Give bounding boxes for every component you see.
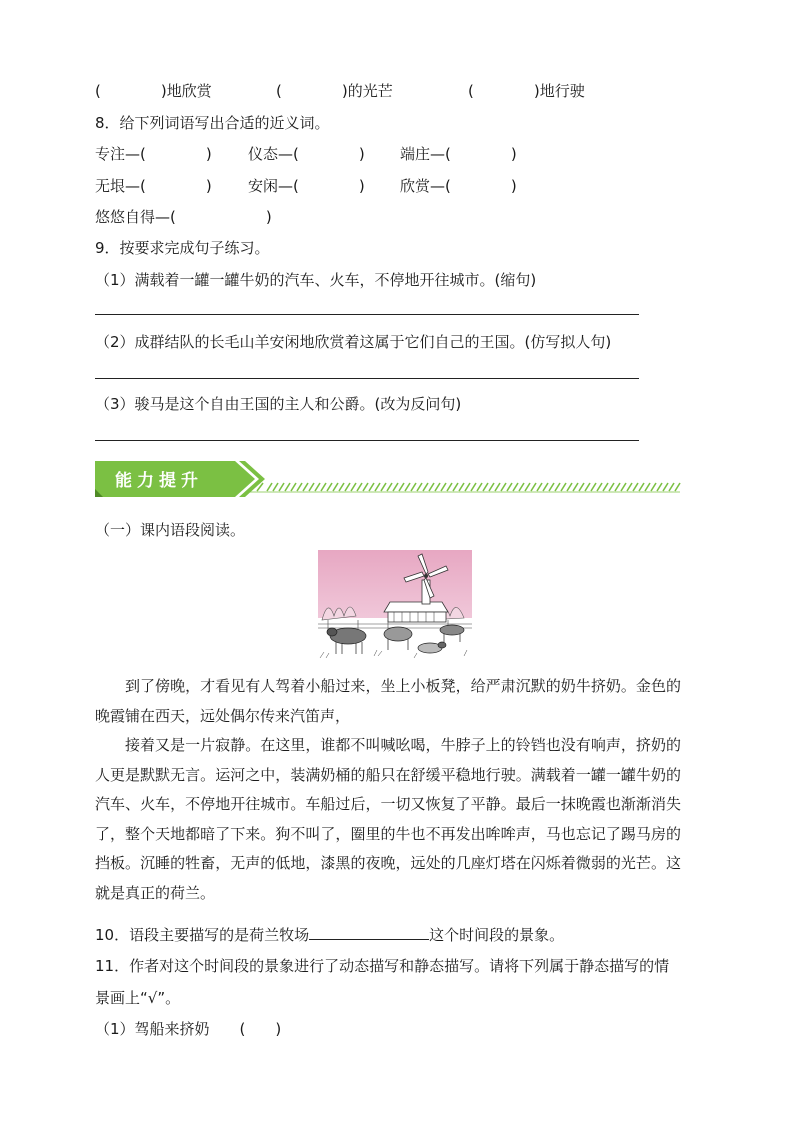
question-10-text: 10．语段主要描写的是荷兰牧场: [95, 926, 310, 944]
windmill-farm-illustration: [318, 550, 472, 662]
blank-item: ( )地欣赏: [95, 82, 212, 100]
answer-line[interactable]: [95, 378, 639, 379]
sentence-task-2: （2）成群结队的长毛山羊安闲地欣赏着这属于它们自己的王国。(仿写拟人句): [95, 333, 612, 351]
section-banner: [95, 459, 685, 499]
question-10-text-end: 这个时间段的景象。: [429, 926, 565, 944]
synonym-item: 仪态—( ): [248, 145, 365, 163]
synonym-item: 专注—( ): [95, 145, 212, 163]
passage-paragraph: 接着又是一片寂静。在这里，谁都不叫喊吆喝，牛脖子上的铃铛也没有响声，挤奶的人更是默默无言。运河之中，装满奶桶的船只在舒缓平稳地行驶。满载着一罐一罐牛奶的汽车、火车，不停地开往城市。车船过后，一切又恢复了平静。最后一抹晚霞也渐渐消失了，整个天地都暗了下来。狗不叫了，圈里的牛也不再发出哞哞声，马也忘记了踢马房的挡板。沉睡的牲畜，无声的低地，漆黑的夜晚，远处的几座灯塔在闪烁着微弱的光芒。这就是真正的荷兰。: [95, 736, 681, 902]
question-9-title: 9．按要求完成句子练习。: [95, 239, 270, 257]
section-1-title: （一）课内语段阅读。: [95, 521, 246, 539]
synonym-item: 悠悠自得—( ): [95, 208, 272, 226]
question-11-line-2: 景画上“√”。: [95, 989, 181, 1007]
synonym-item: 欣赏—( ): [400, 177, 517, 195]
question-10: [95, 924, 564, 946]
blank-item: ( )的光芒: [276, 82, 393, 100]
passage-paragraph: 到了傍晚，才看见有人驾着小船过来，坐上小板凳，给严肃沉默的奶牛挤奶。金色的晚霞铺在西天，远处偶尔传来汽笛声，: [95, 677, 681, 725]
blank-item: ( )地行驶: [468, 82, 585, 100]
sentence-task-1: （1）满载着一罐一罐牛奶的汽车、火车，不停地开往城市。(缩句): [95, 271, 537, 289]
question-8-title: 8．给下列词语写出合适的近义词。: [95, 114, 330, 132]
question-11-item-1: （1）驾船来挤奶 ( ): [95, 1020, 282, 1038]
answer-line[interactable]: [95, 314, 639, 315]
answer-line[interactable]: [95, 440, 639, 441]
sentence-task-3: （3）骏马是这个自由王国的主人和公爵。(改为反问句): [95, 395, 462, 413]
banner-label: 能力提升: [115, 471, 203, 491]
reading-passage: [95, 672, 681, 908]
synonym-item: 端庄—( ): [400, 145, 517, 163]
synonym-item: 无垠—( ): [95, 177, 212, 195]
synonym-item: 安闲—( ): [248, 177, 365, 195]
answer-blank[interactable]: [309, 925, 429, 940]
question-11-line-1: 11．作者对这个时间段的景象进行了动态描写和静态描写。请将下列属于静态描写的情: [95, 957, 670, 975]
